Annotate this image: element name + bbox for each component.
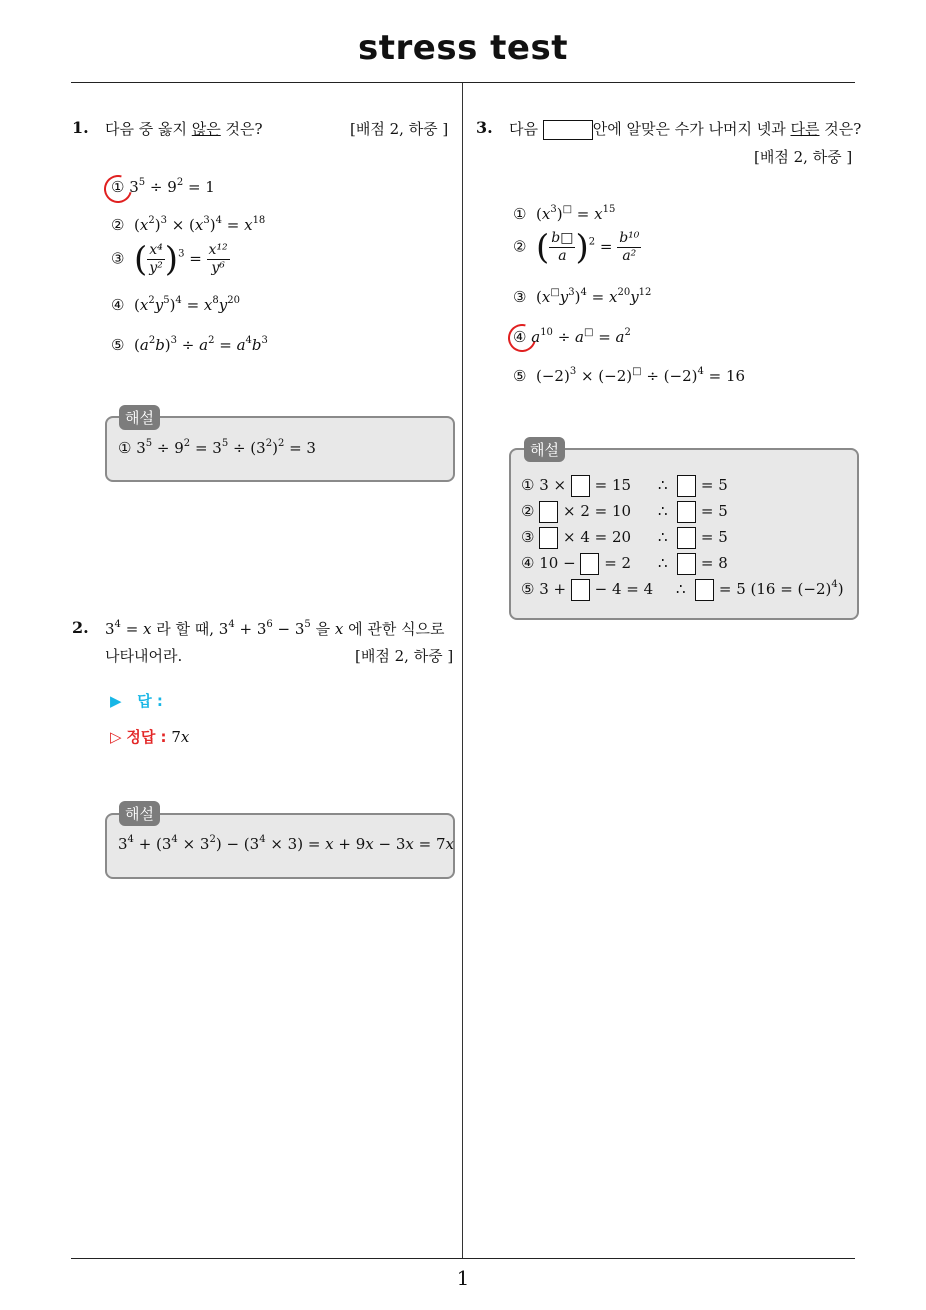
page-title: stress test [358, 28, 568, 68]
question-number: 1. [72, 118, 89, 137]
bottom-rule [71, 1258, 855, 1259]
explanation-row [521, 524, 728, 550]
blank-box [677, 501, 696, 523]
option-1[interactable]: ① $3^5 \div 9^2 = 1$ [111, 177, 215, 196]
option-3[interactable]: ③ $(x^□y^3)^4 = x^{20}y^{12}$ [513, 287, 652, 306]
blank-box [539, 527, 558, 549]
play-arrow-icon: ▶ [110, 692, 122, 710]
blank-box [571, 579, 590, 601]
explanation-tag: 해설 [524, 437, 565, 462]
blank-box [677, 553, 696, 575]
option-5[interactable]: ⑤ $(-2)^3 \times (-2)^□ \div (-2)^4 = 16$ [513, 366, 746, 385]
row-right: ∴ = 5 $(16 = (-2)^4)$ [676, 576, 844, 602]
answer-label: ▶ 답 : [110, 692, 163, 710]
question-text-line1: $3^4 = x$ 라 할 때, $3^4 + 3^6 - 3^5$ 을 x 에 관한 식으로 [105, 619, 445, 638]
row-left: ④ 10 − = 2 [521, 554, 631, 572]
option-5[interactable]: ⑤ $(a^2b)^3 \div a^2 = a^4b^3$ [111, 335, 268, 354]
outline-arrow-icon: ▷ [110, 728, 122, 746]
explanation-row [521, 576, 844, 602]
blank-box [695, 579, 714, 601]
row-left: ① 3 × = 15 [521, 476, 631, 494]
option-4[interactable]: ④ $a^{10} \div a^□ = a^2$ [513, 327, 631, 346]
blank-box [677, 475, 696, 497]
option-4[interactable]: ④ $(x^2y^5)^4 = x^8y^{20}$ [111, 295, 240, 314]
question-number: 3. [476, 118, 493, 137]
explanation-row [521, 550, 728, 576]
explanation-row [521, 472, 728, 498]
question-text-line2: 나타내어라. [105, 647, 183, 665]
top-rule [71, 82, 855, 83]
page-number: 1 [456, 1266, 470, 1290]
blank-box [580, 553, 599, 575]
blank-box [539, 501, 558, 523]
question-text: 다음 중 옳지 않은 것은? [105, 120, 263, 138]
option-1[interactable]: ① $(x^3)^□ = x^{15}$ [513, 204, 616, 223]
option-2[interactable]: ② $(x^2)^3 \times (x^3)^4 = x^{18}$ [111, 215, 266, 234]
explanation-text: $3^4 + (3^4 \times 3^2) - (3^4 \times 3) = x + 9x - 3x = 7x$ [118, 834, 455, 853]
question-score: [배점 2, 하중 ] [350, 120, 449, 138]
explanation-text: ① $3^5 \div 9^2 = 3^5 \div (3^2)^2 = 3$ [118, 438, 316, 457]
blank-box [677, 527, 696, 549]
explanation-row [521, 498, 728, 524]
row-right: ∴ = 5 [658, 472, 728, 498]
option-2[interactable]: ② ( $\frac{b□}{a}$ )$^2$ = $\frac{\text{b¹⁰}}{\text{a²}}$ [513, 227, 640, 268]
correct-answer: ▷ 정답 : 7x [110, 728, 190, 746]
question-number: 2. [72, 618, 89, 637]
explanation-tag: 해설 [119, 801, 160, 826]
column-divider [462, 83, 463, 1258]
row-left: ⑤ 3 + − 4 = 4 [521, 580, 653, 598]
question-score: [배점 2, 하중 ] [355, 647, 454, 665]
explanation-tag: 해설 [119, 405, 160, 430]
blank-box [571, 475, 590, 497]
question-score: [배점 2, 하중 ] [754, 148, 853, 166]
blank-box [543, 120, 593, 140]
row-left: ③ × 4 = 20 [521, 528, 631, 546]
row-right: ∴ = 5 [658, 524, 728, 550]
row-left: ② × 2 = 10 [521, 502, 631, 520]
question-text: 다음 안에 알맞은 수가 나머지 넷과 다른 것은? [509, 120, 862, 138]
explanation-table [521, 472, 844, 602]
row-right: ∴ = 5 [658, 498, 728, 524]
option-3[interactable]: ③ ( $\frac{\text{x⁴}}{\text{y²}}$ )$^3$ = $\frac{\text{x¹²}}{\text{y⁶}}$ [111, 239, 228, 280]
row-right: ∴ = 8 [658, 550, 728, 576]
